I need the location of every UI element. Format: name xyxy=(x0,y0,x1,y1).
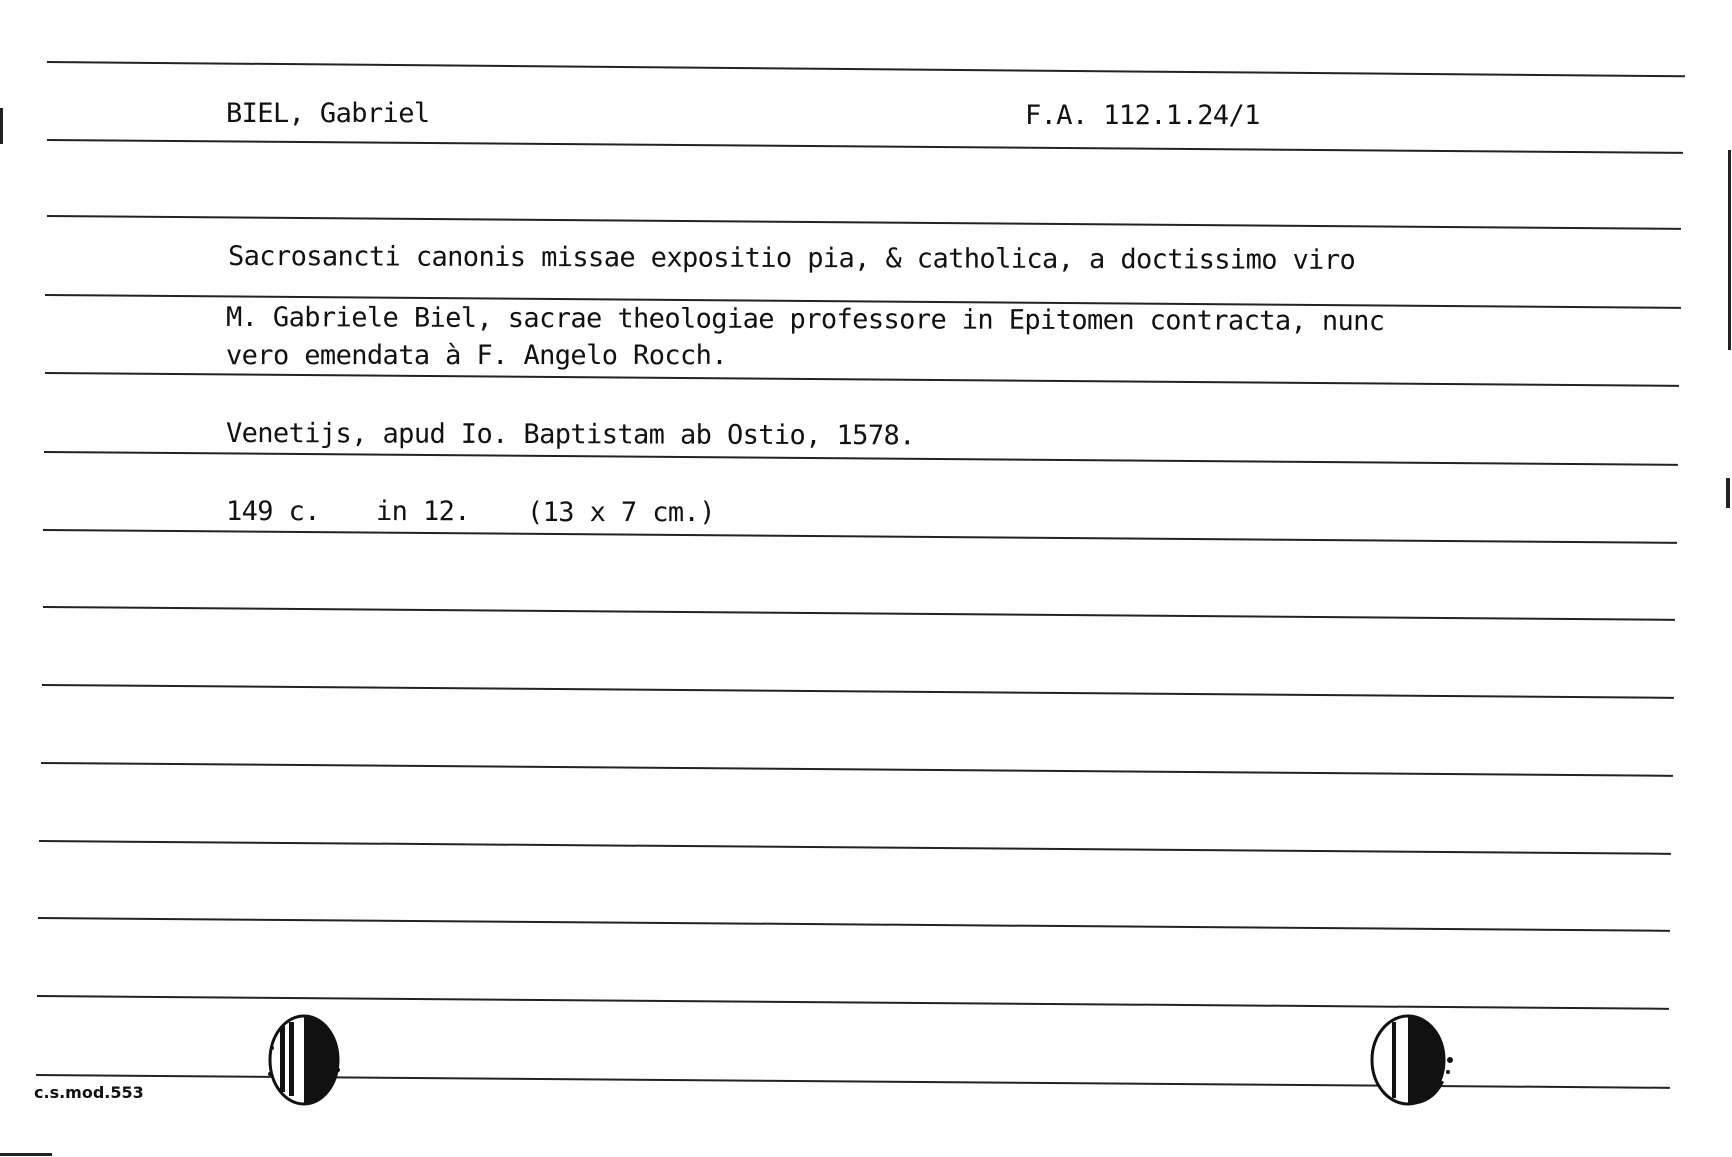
ruled-line xyxy=(37,995,1669,1010)
ruled-line xyxy=(39,840,1671,855)
edge-mark xyxy=(0,1153,52,1156)
edge-mark xyxy=(0,108,3,144)
ruled-line xyxy=(38,917,1670,932)
punch-hole-left xyxy=(262,1012,346,1108)
author-heading: BIEL, Gabriel xyxy=(226,98,430,129)
punch-hole-right xyxy=(1362,1012,1458,1108)
collation-size: (13 x 7 cm.) xyxy=(527,497,715,528)
ruled-line xyxy=(43,606,1675,621)
ruled-line xyxy=(43,529,1677,544)
ruled-line xyxy=(47,215,1681,230)
edge-mark xyxy=(1728,150,1731,350)
form-code: c.s.mod.553 xyxy=(34,1083,144,1102)
ruled-line xyxy=(47,61,1685,77)
ruled-line xyxy=(41,762,1673,777)
ruled-line xyxy=(44,451,1678,466)
collation-format: in 12. xyxy=(376,496,470,527)
imprint: Venetijs, apud Io. Baptistam ab Ostio, 1578. xyxy=(225,418,915,452)
ruled-line xyxy=(42,684,1674,699)
title-line: M. Gabriele Biel, sacrae theologiae professore in Epitomen contracta, nunc xyxy=(225,302,1385,338)
shelfmark: F.A. 112.1.24/1 xyxy=(1025,100,1260,131)
ruled-line xyxy=(45,372,1679,387)
title-line: Sacrosancti canonis missae expositio pia, & catholica, a doctissimo viro xyxy=(227,241,1356,276)
title-line: vero emendata à F. Angelo Rocch. xyxy=(226,340,727,371)
collation-leaves: 149 c. xyxy=(226,496,320,527)
edge-mark xyxy=(1726,478,1730,508)
ruled-line xyxy=(47,139,1683,154)
